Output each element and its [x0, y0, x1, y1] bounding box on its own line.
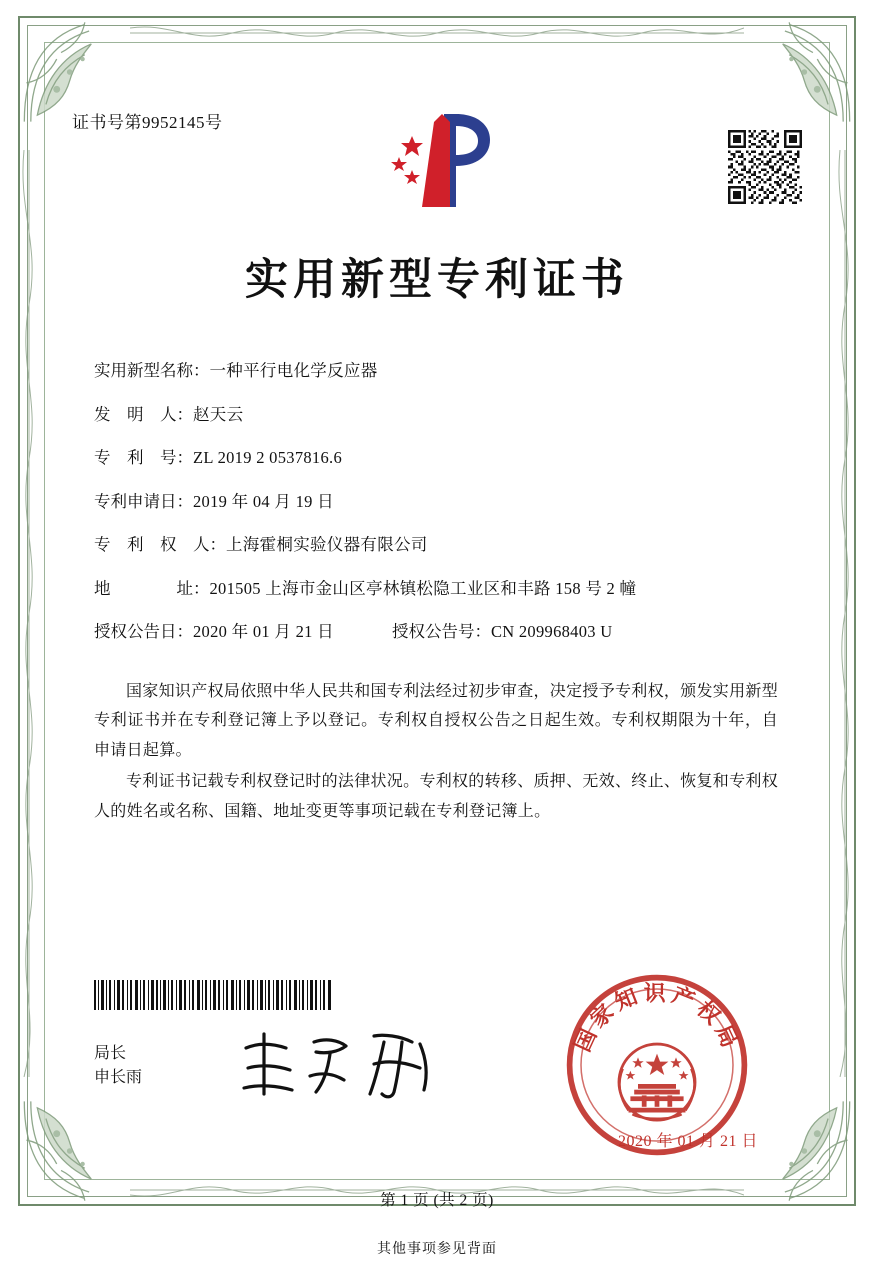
field-inventor	[94, 404, 802, 424]
field-value-secondary: CN 209968403 U	[490, 622, 613, 641]
field-label: 专 利 权 人：	[94, 535, 226, 554]
handwritten-signature-icon	[234, 1024, 454, 1104]
field-grant-announcement	[94, 624, 802, 641]
field-label: 实用新型名称：	[94, 361, 210, 380]
field-label: 发 明 人：	[94, 404, 193, 424]
svg-text:国家知识产权局: 国家知识产权局	[569, 980, 745, 1056]
qr-code-icon	[728, 130, 802, 204]
signature-block	[94, 1042, 142, 1090]
barcode	[94, 980, 334, 1010]
paragraph-1: 国家知识产权局依照中华人民共和国专利法经过初步审查，决定授予专利权，颁发实用新型专利证书并在专利登记簿上予以登记。专利权自授权公告之日起生效。专利权期限为十年，自申请日起算。	[94, 682, 779, 759]
edge-ornament-icon	[832, 150, 858, 1077]
paragraph-2: 专利证书记载专利权登记时的法律状况。专利权的转移、质押、无效、终止、恢复和专利权人的姓名或名称、国籍、地址变更等事项记载在专利登记簿上。	[94, 773, 779, 820]
certificate-footer-block	[72, 960, 802, 1190]
cnipa-logo-icon	[372, 108, 522, 213]
field-value: 上海霍桐实验仪器有限公司	[226, 535, 428, 554]
field-value: 2020 年 01 月 21 日	[193, 622, 334, 641]
edge-ornament-icon	[130, 20, 744, 46]
field-label: 授权公告日：	[94, 622, 193, 641]
page-number: 第 1 页 (共 2 页)	[380, 1192, 494, 1209]
field-value: 赵天云	[193, 404, 244, 424]
seal-date: 2020 年 01 月 21 日	[617, 1133, 758, 1150]
field-label: 专 利 号：	[94, 448, 193, 467]
field-value: 一种平行电化学反应器	[209, 361, 378, 380]
field-utility-model-name	[94, 363, 802, 380]
field-patent-number	[94, 450, 802, 467]
field-application-date	[94, 491, 802, 511]
field-label: 专利申请日：	[94, 491, 193, 511]
certificate-content	[72, 90, 802, 828]
field-value: 201505 上海市金山区亭林镇松隐工业区和丰路 158 号 2 幢	[209, 578, 637, 598]
certificate-number: 证书号第9952145号	[72, 113, 223, 132]
footer-note: 其他事项参见背面	[377, 1242, 497, 1257]
field-label-secondary: 授权公告号：	[391, 622, 491, 641]
field-address	[94, 578, 802, 598]
certificate-header	[72, 108, 802, 218]
edge-ornament-icon	[16, 150, 42, 1077]
field-label: 地 址：	[94, 578, 210, 598]
page-title: 实用新型专利证书	[245, 255, 629, 305]
field-patentee	[94, 537, 802, 554]
field-value: ZL 2019 2 0537816.6	[193, 448, 342, 467]
legal-text	[72, 677, 802, 827]
signature-name: 申长雨	[94, 1069, 143, 1086]
field-value: 2019 年 04 月 19 日	[193, 491, 334, 511]
signature-title: 局长	[94, 1045, 127, 1062]
field-list	[72, 363, 802, 641]
